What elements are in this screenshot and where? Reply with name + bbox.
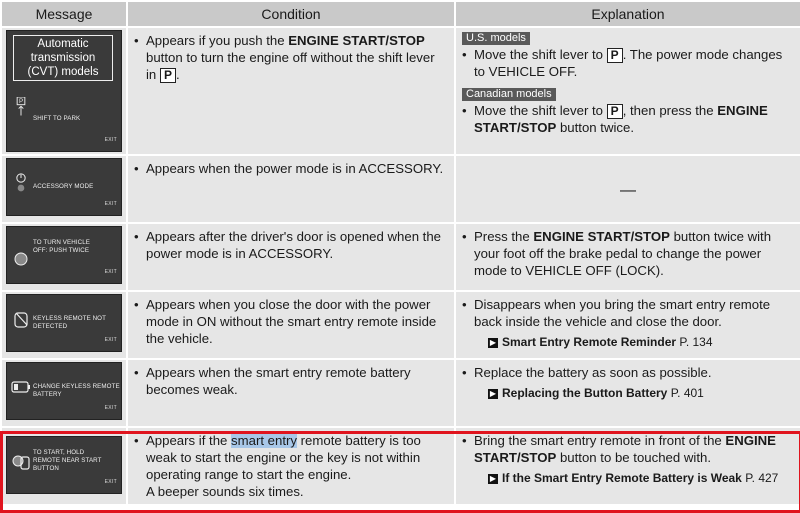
exit-label: EXIT [104, 269, 117, 275]
table-row [2, 292, 800, 358]
reference-arrow-icon: ▶ [489, 473, 497, 483]
canadian-models-tag: Canadian models [462, 88, 556, 101]
condition-cell [128, 224, 454, 290]
display-screen [6, 226, 122, 284]
explanation-cell [456, 224, 800, 290]
screen-message: TO START, HOLD REMOTE NEAR START BUTTON [33, 449, 102, 472]
exit-label: EXIT [104, 405, 117, 411]
svg-text:P: P [18, 98, 24, 106]
page-reference[interactable]: ▶ Smart Entry Remote Reminder P. 134 [489, 335, 713, 349]
screen-message: CHANGE KEYLESS REMOTE BATTERY [33, 383, 120, 398]
us-models-tag: U.S. models [462, 32, 530, 45]
no-explanation-dash: — [620, 182, 636, 199]
header-explanation: Explanation [456, 2, 800, 26]
condition-item: • Appears after the driver's door is opened when the power mode is in ACCESSORY. [134, 228, 448, 262]
reference-arrow-icon: ▶ [489, 388, 497, 398]
exit-label: EXIT [104, 337, 117, 343]
page-reference[interactable]: ▶ If the Smart Entry Remote Battery is Weak P. 427 [489, 471, 779, 485]
exit-label: EXIT [104, 201, 117, 207]
explanation-item: • Move the shift lever to P . The power mode changes to VEHICLE OFF. [462, 46, 794, 80]
table-row [2, 28, 800, 154]
condition-item: • Appears when the smart entry remote battery becomes weak. [134, 364, 448, 398]
explanation-item: • Press the ENGINE START/STOP button twice with your foot off the brake pedal to change the power mode to VEHICLE OFF (LOCK). [462, 228, 794, 279]
display-screen [6, 362, 122, 420]
table-row [2, 428, 800, 504]
condition-item: • Appears if the smart entry remote battery is too weak to start the engine or the key is not within operating range to start the engine. A beeper sounds six times. [134, 432, 448, 500]
key-fob-icon [13, 309, 29, 329]
message-cell [2, 156, 126, 222]
message-cell [2, 224, 126, 290]
battery-icon [11, 377, 31, 397]
start-button-icon [13, 249, 29, 269]
message-cell [2, 292, 126, 358]
screen-message: KEYLESS REMOTE NOT DETECTED [33, 315, 106, 330]
header-row [2, 2, 800, 26]
explanation-item: • Bring the smart entry remote in front of the ENGINE START/STOP button to be touched with. [462, 432, 794, 466]
condition-cell [128, 292, 454, 358]
message-cell [2, 28, 126, 154]
screen-message: TO TURN VEHICLE OFF: PUSH TWICE [33, 239, 90, 254]
remote-near-button-icon [11, 451, 31, 471]
display-screen [6, 436, 122, 494]
explanation-cell [456, 28, 800, 154]
screen-message: SHIFT TO PARK [33, 115, 81, 122]
explanation-cell [456, 156, 800, 222]
cvt-label: Automatic transmission (CVT) models [13, 35, 113, 81]
condition-cell [128, 428, 454, 504]
header-condition: Condition [128, 2, 454, 26]
page-reference[interactable]: ▶ Replacing the Button Battery P. 401 [489, 386, 704, 400]
reference-arrow-icon: ▶ [489, 337, 497, 347]
p-key: P [607, 48, 623, 63]
explanation-item: • Disappears when you bring the smart entry remote back inside the vehicle and close the door. [462, 296, 794, 330]
park-icon [13, 97, 29, 117]
table-row [2, 224, 800, 290]
display-screen [6, 294, 122, 352]
condition-item: • Appears if you push the ENGINE START/STOP button to turn the engine off without the shift lever in P . [134, 32, 448, 83]
condition-item: • Appears when you close the door with the power mode in ON without the smart entry remote inside the vehicle. [134, 296, 448, 347]
screen-message: ACCESSORY MODE [33, 183, 94, 190]
header-message: Message [2, 2, 126, 26]
p-key: P [160, 68, 176, 83]
explanation-cell [456, 428, 800, 504]
explanation-cell [456, 292, 800, 358]
condition-item: • Appears when the power mode is in ACCESSORY. [134, 160, 448, 177]
explanation-cell [456, 360, 800, 426]
condition-cell [128, 28, 454, 154]
table-row [2, 156, 800, 222]
exit-label: EXIT [104, 479, 117, 485]
text-highlight[interactable]: smart entry [231, 433, 297, 448]
explanation-item: • Move the shift lever to P , then press the ENGINE START/STOP button twice. [462, 102, 794, 136]
display-screen [6, 158, 122, 216]
message-cell [2, 428, 126, 504]
exit-label: EXIT [104, 137, 117, 143]
message-cell [2, 360, 126, 426]
explanation-item: • Replace the battery as soon as possible. [462, 364, 794, 381]
p-key: P [607, 104, 623, 119]
display-screen [6, 30, 122, 152]
power-icon [13, 173, 29, 193]
condition-cell [128, 156, 454, 222]
condition-cell [128, 360, 454, 426]
table-row [2, 360, 800, 426]
